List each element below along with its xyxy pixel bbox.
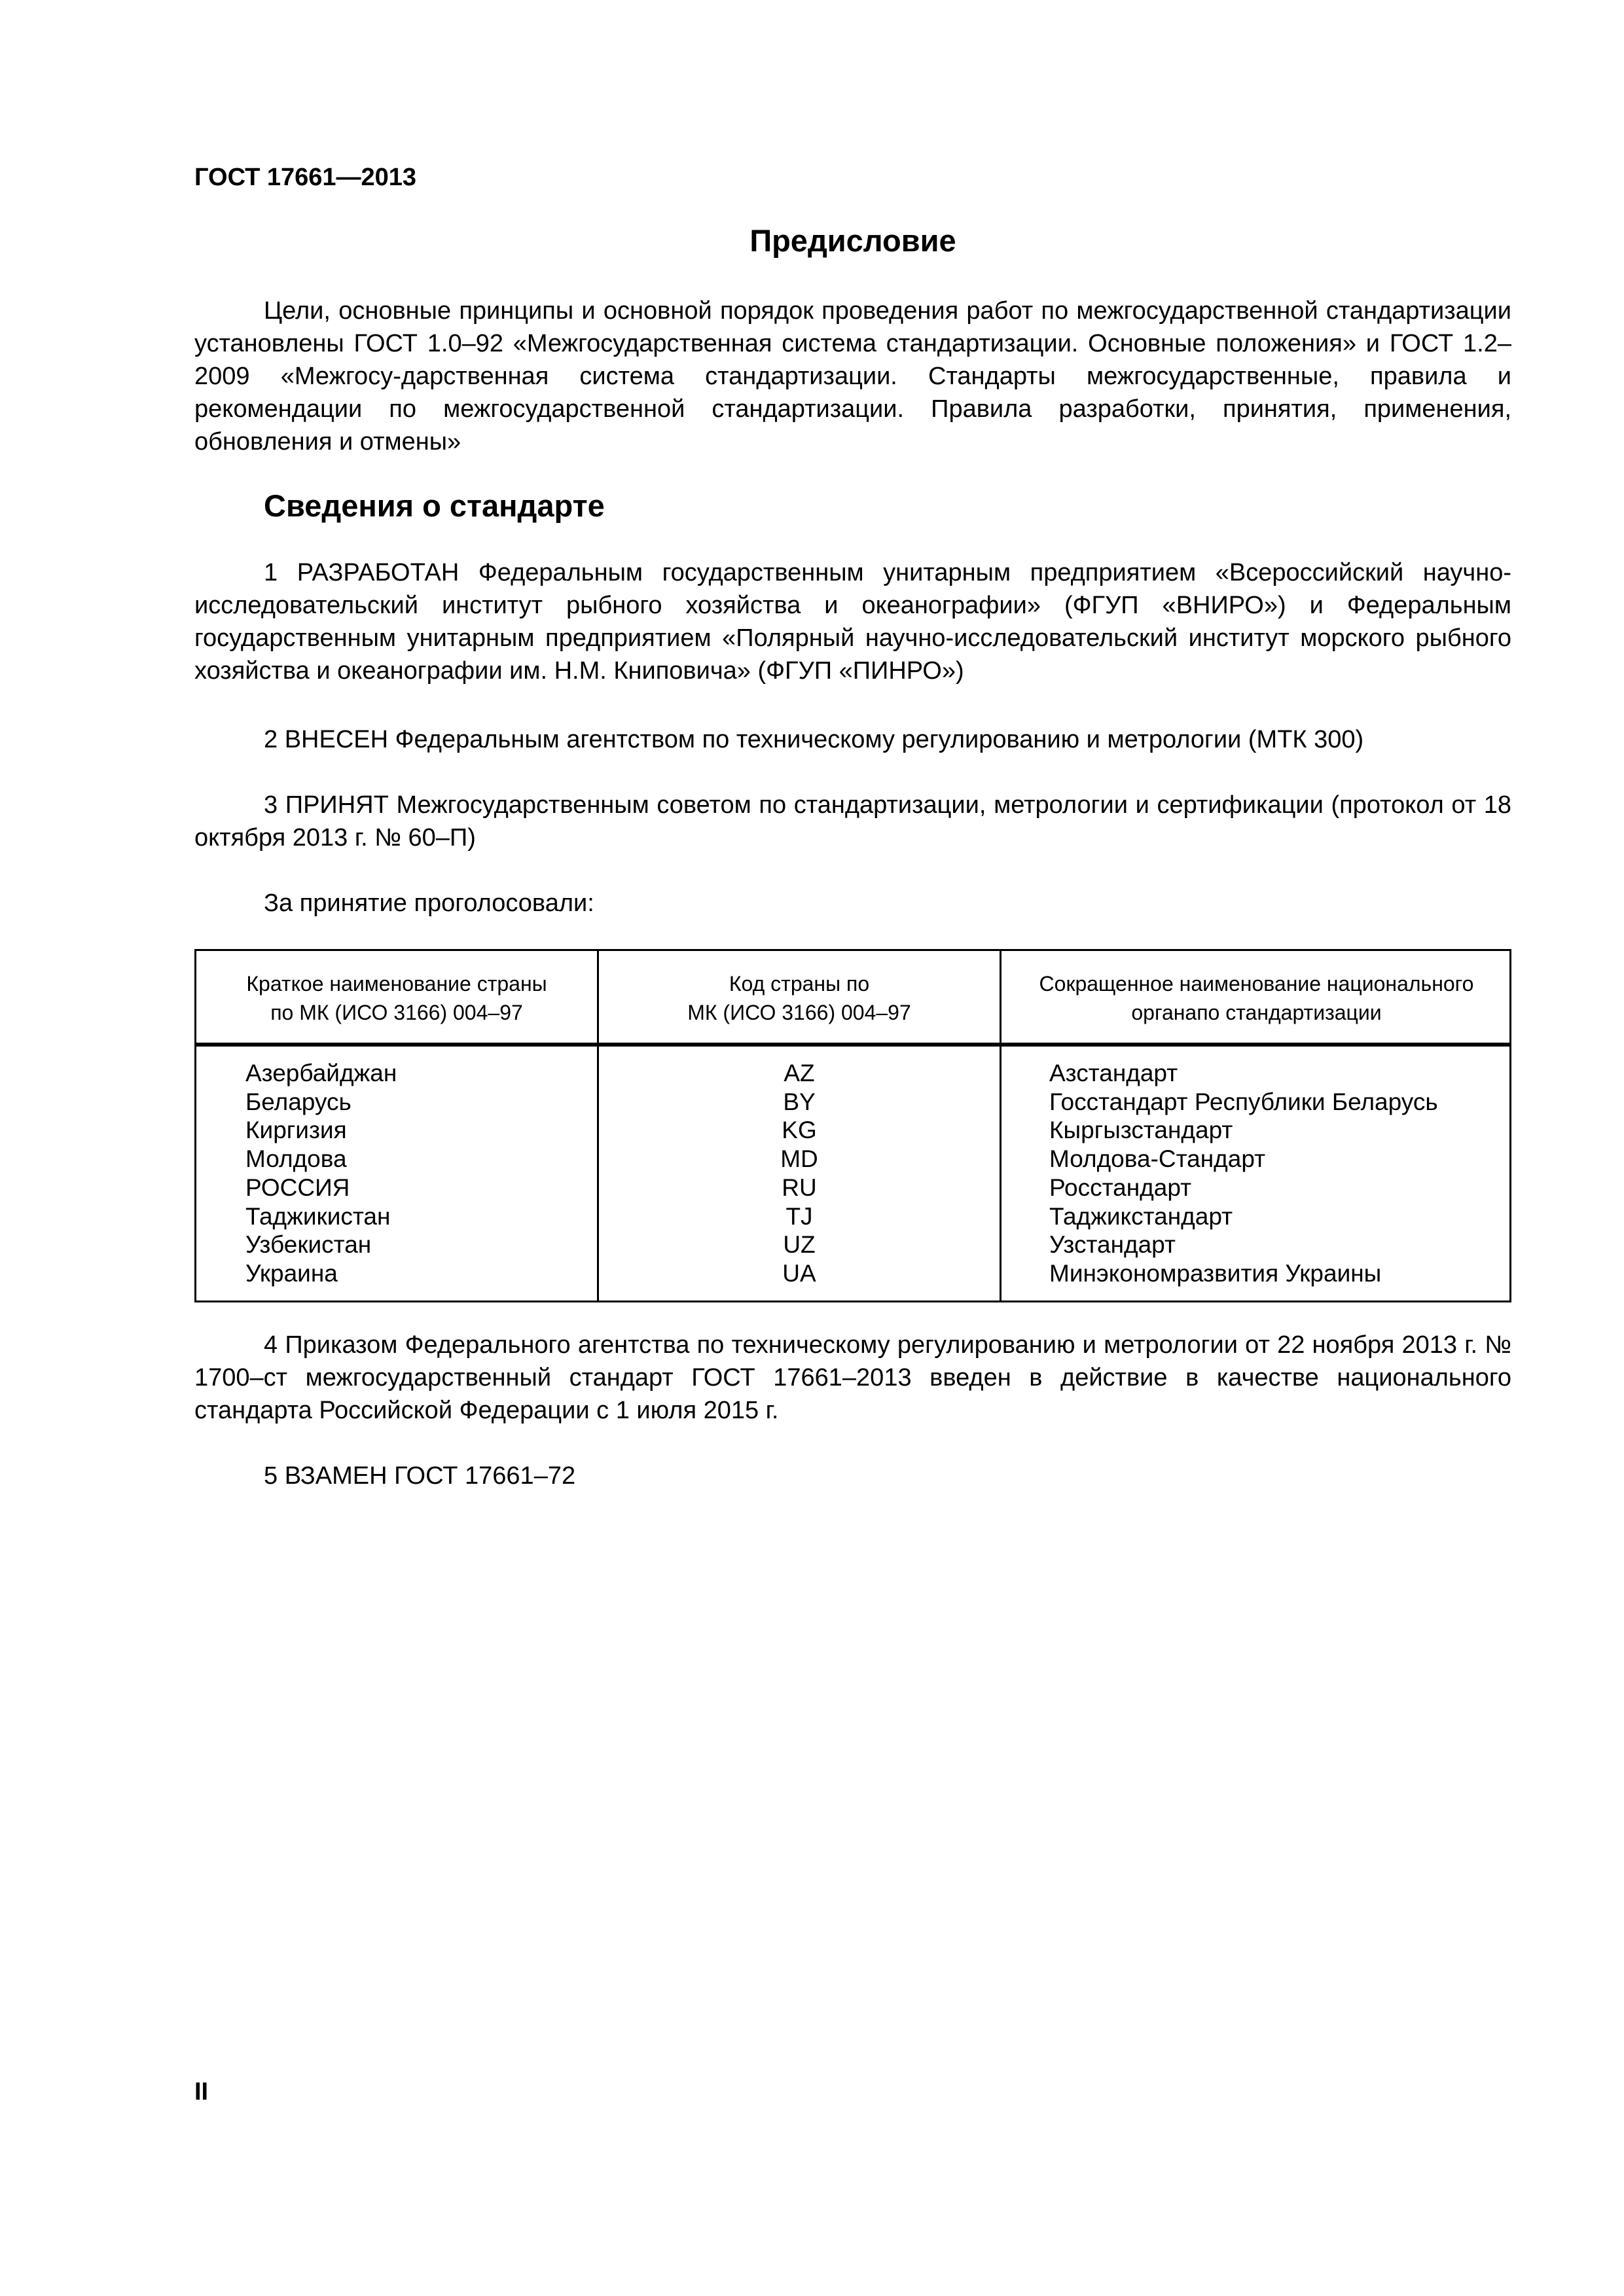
info-item-2: 2 ВНЕСЕН Федеральным агентством по техническому регулированию и метрологии (МТК 300) — [264, 726, 1364, 753]
table-cell-country: Киргизия — [245, 1117, 347, 1144]
info-item-5: 5 ВЗАМЕН ГОСТ 17661–72 — [264, 1462, 576, 1490]
header-line: Краткое наименование страны — [246, 972, 547, 996]
table-cell-code: AZ — [784, 1060, 815, 1086]
preface-title: Предисловие — [749, 223, 956, 258]
standard-info-title: Сведения о стандарте — [264, 488, 605, 523]
table-cell-code: KG — [782, 1117, 817, 1144]
table-cell-code: MD — [780, 1145, 818, 1173]
table-header-country — [196, 969, 597, 1027]
table-cell-code: TJ — [785, 1202, 813, 1230]
table-cell-country: Узбекистан — [245, 1231, 372, 1259]
table-cell-body: Госстандарт Республики Беларусь — [1049, 1088, 1438, 1115]
table-cell-body: Минэкономразвития Украины — [1049, 1259, 1382, 1287]
table-cell-code: RU — [782, 1174, 817, 1201]
header-line: органапо стандартизации — [1131, 1001, 1382, 1024]
document-code: ГОСТ 17661—2013 — [194, 164, 417, 191]
table-cell-code: BY — [783, 1088, 816, 1115]
table-cell-country: Молдова — [245, 1145, 347, 1173]
header-line: Сокращенное наименование национального — [1039, 972, 1474, 996]
table-header-code — [599, 969, 1000, 1027]
votes-table — [194, 949, 1511, 1302]
table-cell-body: Азстандарт — [1049, 1060, 1178, 1086]
table-cell-body: Кыргызстандарт — [1049, 1117, 1233, 1144]
table-cell-country: РОССИЯ — [245, 1174, 350, 1201]
table-cell-code: UA — [782, 1259, 816, 1287]
header-line: МК (ИСО 3166) 004–97 — [687, 1001, 911, 1024]
table-cell-body: Росстандарт — [1049, 1174, 1192, 1201]
table-cell-country: Украина — [245, 1259, 338, 1287]
votes-intro: За принятие проголосовали: — [264, 889, 594, 917]
info-item-1: 1 РАЗРАБОТАН Федеральным государственным унитарным предприятием «Всероссийский научно-исследовательский институт рыбного хозяйства и океанографии» (ФГУП «ВНИРО») и Федеральным государственным унитарным предприятием «Полярный научно-исследовательский институт морского рыбного хозяйства и океанографии им. Н.М. Книповича» (ФГУП «ПИНРО») — [194, 559, 1511, 685]
table-cell-country: Беларусь — [245, 1088, 352, 1115]
table-header-body — [1001, 969, 1511, 1027]
header-line: по МК (ИСО 3166) 004–97 — [270, 1001, 523, 1024]
info-item-3: 3 ПРИНЯТ Межгосударственным советом по стандартизации, метрологии и сертификации (протокол от 18 октября 2013 г. № 60–П) — [194, 791, 1511, 852]
table-cell-body: Таджикстандарт — [1049, 1202, 1233, 1230]
info-item-4: 4 Приказом Федерального агентства по техническому регулированию и метрологии от 22 ноября 2013 г. № 1700–ст межгосударственный стандарт ГОСТ 17661–2013 введен в действие в качестве национального стандарта Российской Федерации с 1 июля 2015 г. — [194, 1331, 1511, 1424]
body-column — [1049, 1059, 1438, 1288]
table-cell-code: UZ — [783, 1231, 816, 1259]
table-cell-country: Азербайджан — [245, 1060, 397, 1086]
page-number: II — [194, 2078, 209, 2106]
table-cell-body: Узстандарт — [1049, 1231, 1176, 1259]
table-cell-body: Молдова-Стандарт — [1049, 1145, 1266, 1173]
code-column — [599, 1059, 1000, 1288]
table-cell-country: Таджикистан — [245, 1202, 391, 1230]
country-column — [245, 1059, 397, 1288]
header-line: Код страны по — [729, 972, 870, 996]
header-divider — [196, 1043, 1509, 1047]
preface-paragraph: Цели, основные принципы и основной порядок проведения работ по межгосударственной стандартизации установлены ГОСТ 1.0–92 «Межгосударственная система стандартизации. Основные положения» и ГОСТ 1.2–2009 «Межгосу-дарственная система стандартизации. Стандарты межгосударственные, правила и рекомендации по межгосударственной стандартизации. Правила разработки, принятия, применения, обновления и отмены» — [194, 297, 1511, 456]
